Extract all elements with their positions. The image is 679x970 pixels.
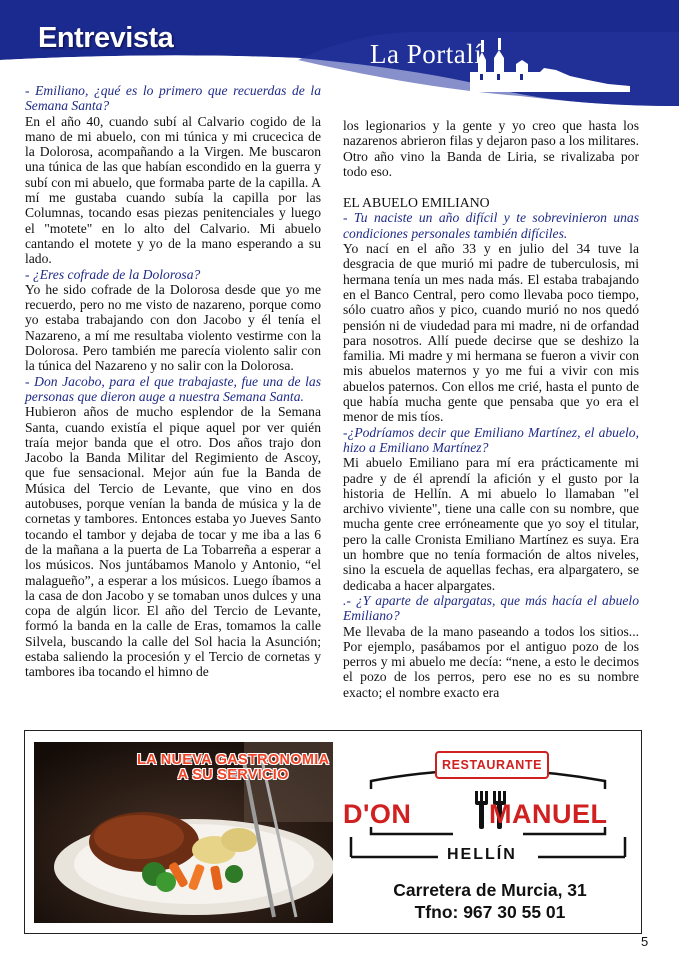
interview-question: - Tu naciste un año difícil y te sobrevinieron unas condiciones personales también difíciles. bbox=[343, 210, 639, 241]
restaurant-name-right: MANUEL bbox=[489, 799, 608, 829]
section-heading: EL ABUELO EMILIANO bbox=[343, 195, 490, 211]
interview-question: - Emiliano, ¿qué es lo primero que recuerdas de la Semana Santa? bbox=[25, 83, 321, 114]
restaurant-city: HELLÍN bbox=[447, 846, 517, 863]
interview-answer: Yo nací en el año 33 y en julio del 34 tuve la desgracia de que murió mi padre de tuberculosis, mi hermana tenía un mes nada más. El estaba trabajando en el Banco Central, pero como llevaba poco tiempo, sólo cuatro años y pico, cuando murió no nos quedó pensión ni de viudedad para mi madre, ni de orfandad para nosotros. Allí puede decirse que se deshizo la familia. Mi madre y mi hermana se fueron a vivir con mis abuelos maternos y yo me fui a vivir con mis abuelos paternos. Con ellos me crié, hasta el punto de que había mucha gente que pensaba que yo era el menor de mis tíos. bbox=[343, 241, 639, 425]
magazine-title: La Portalí bbox=[370, 39, 483, 69]
interview-question: .- ¿Y aparte de alpargatas, que más hacía el abuelo Emiliano? bbox=[343, 592, 639, 624]
page-number: 5 bbox=[641, 934, 649, 949]
interview-answer: Hubieron años de mucho esplendor de la Semana Santa, cuando existía el pique aquel por ver quién traía mejor banda que el otro. Dos años trajo don Jacobo la Banda Militar del Regimiento de Ascoy, que fue sensacional. Mejor aún fue la Banda de Música del Tercio de Levante, que vino en dos autobuses, porque venían la banda de música y la de cornetas y tambores. Entonces estaba yo Jueves Santo tocando el tambor y dejaba de tocar y me iba a las 6 de la mañana a la puerta de La Tobarreña a esperar a los músicos. Nos juntábamos Manolo y Antonio, “el malagueño”, a esperar a los músicos. Luego íbamos a la casa de don Jacobo y se tomaban unos dulces y una copa de algún licor. El año del Tercio de Levante, formó la banda en la calle de Eras, tomamos la calle Silvela, buscando la calle del Sol hacia la Asunción; estaba saliendo la procesión y el Tercio de cornetas y tambores iba tocando el himno de bbox=[25, 404, 321, 680]
ad-tagline: LA NUEVA GASTRONOMIA A SU SERVICIO bbox=[137, 752, 330, 783]
interview-answer: Yo he sido cofrade de la Dolorosa desde que yo me recuerdo, pero no me visto de nazareno, porque como yo estaba trabajando con don Jacobo y él tenía el Nazareno, a mí me resultaba violento vestirme con la Dolorosa. Pero también me parecía violento salir con la túnica del Nazareno y no salir con la Dolorosa. bbox=[25, 281, 321, 374]
article-column-left bbox=[25, 83, 321, 680]
interview-question: -¿Podríamos decir que Emiliano Martínez, el abuelo, hizo a Emiliano Martínez? bbox=[343, 424, 639, 455]
restaurant-badge: RESTAURANTE bbox=[435, 751, 549, 779]
interview-answer: los legionarios y la gente y yo creo que hasta los nazarenos abrieron filas y dejaron paso a los militares. Otro año vino la Banda de Liria, se rivalizaba por todo eso. bbox=[343, 118, 639, 179]
section-title: Entrevista bbox=[38, 22, 174, 54]
interview-answer: Me llevaba de la mano paseando a todos los sitios... Por ejemplo, pasábamos por el antiguo pozo de los perros y mi abuelo me decía: “nene, a esto le decimos el pozo de los perros, pero ese no es su nombre exacto; el nombre exacto era bbox=[343, 623, 639, 700]
restaurant-advertisement bbox=[24, 730, 642, 934]
restaurant-name-left: D'ON bbox=[343, 799, 412, 829]
restaurant-logo bbox=[343, 739, 633, 889]
restaurant-contact bbox=[345, 879, 635, 923]
interview-question: - ¿Eres cofrade de la Dolorosa? bbox=[25, 266, 201, 282]
restaurant-address: Carretera de Murcia, 31 bbox=[393, 880, 587, 900]
interview-answer: En el año 40, cuando subí al Calvario cogido de la mano de mi abuelo, con mi túnica y mi crucecica de la Dolorosa, acompañando a la Virgen. Me buscaron una túnica de las que habían escondido en la guerra y subí con mi abuelo, que formaba parte de la capilla. A mí me gustaba cuando subía la capilla por las Columnas, tocando esas piezas penitenciales y luego el "motete" en lo alto del Calvario. Mi abuelo cantando el motete y yo de la mano esperando a su lado. bbox=[25, 113, 321, 267]
restaurant-phone: Tfno: 967 30 55 01 bbox=[414, 902, 566, 922]
interview-answer: Mi abuelo Emiliano para mí era prácticamente mi padre y de él aprendí la afición y el gusto por la historia de Hellín. A mi abuelo lo llamaban "el archivo viviente", tiene una calle con su nombre, que mucha gente cree erróneamente que yo soy el titular, pero la calle Cronista Emiliano Martínez es suya. Era un hombre que no tenía formación de altos niveles, sino la escuela de aquellas fechas, era alpargatero, se dedicaba a hacer alpargates. bbox=[343, 455, 639, 593]
article-column-right bbox=[343, 118, 639, 700]
interview-question: - Don Jacobo, para el que trabajaste, fue una de las personas que dieron auge a nuestra Semana Santa. bbox=[25, 373, 321, 404]
